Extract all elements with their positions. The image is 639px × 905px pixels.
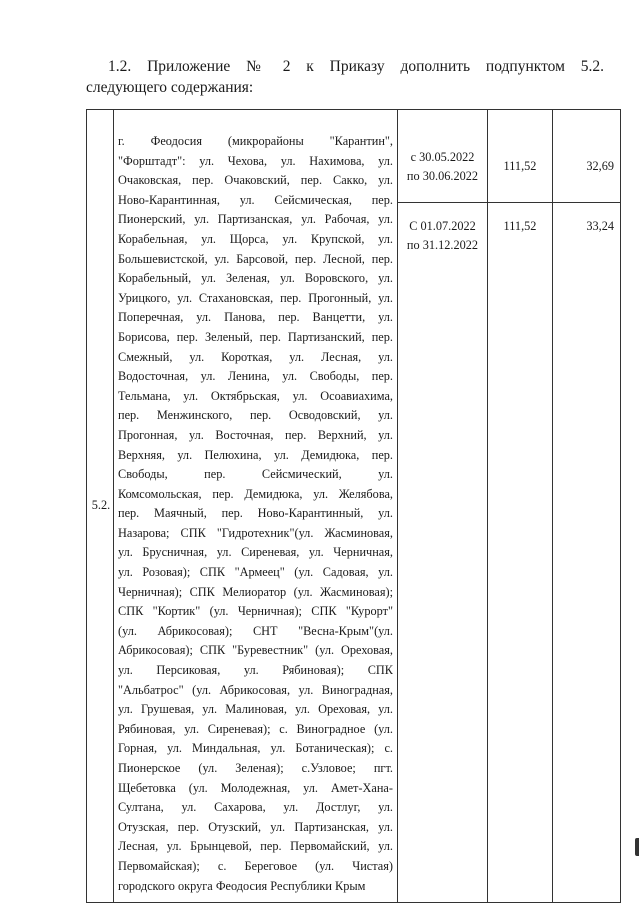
address-line: Рябиновая, ул. Сиреневая); с. Виноградное (ул. [118, 721, 393, 736]
table-row [87, 110, 621, 903]
address-line: Корабельный, ул. Зеленая, ул. Воровского, ул. [118, 271, 393, 286]
address-line: ул. Персиковая, ул. Рябиновая); СПК [118, 663, 393, 678]
tariff-1-value-1: 111,52 [503, 159, 537, 173]
address-line: ул. Грушевая, ул. Малиновая, ул. Ореховая, ул. [118, 702, 393, 717]
address-line: Отузская, пер. Отузский, ул. Партизанская, ул. [118, 819, 393, 834]
tariff-1-value-2: 111,52 [503, 219, 537, 233]
address-line: Урицкого, ул. Стахановская, пер. Прогонный, ул. [118, 290, 393, 305]
address-line: "Альбатрос" (ул. Абрикосовая, ул. Виноградная, [118, 682, 393, 697]
row-number-cell [87, 110, 114, 903]
tariff-2-value-1: 32,69 [586, 159, 614, 173]
tariff-2-period-2 [553, 203, 620, 237]
period-1-from: с 30.05.2022 [410, 150, 475, 164]
address-line: Черничная); СПК Мелиоратор (ул. Жасминовая); [118, 584, 393, 599]
intro-paragraph [86, 56, 604, 98]
tariff-1-period-1 [488, 110, 552, 202]
address-line: Свободы, пер. Сейсмический, ул. [118, 467, 393, 482]
address-line: Назарова; СПК "Гидротехник"(ул. Жасминовая, [118, 525, 393, 540]
intro-line-1: 1.2. Приложение № 2 к Приказу дополнить подпунктом 5.2. [108, 58, 604, 75]
period-cell [398, 110, 488, 903]
period-2-to: по 31.12.2022 [406, 238, 479, 252]
address-line: пер. Маячный, пер. Ново-Карантинный, ул. [118, 506, 393, 521]
address-line: Щебетовка (ул. Молодежная, ул. Амет-Хана- [118, 780, 393, 795]
tariff-2-value-2: 33,24 [586, 219, 614, 233]
address-line: Пионерское (ул. Зеленая); с.Узловое; пгт. [118, 761, 393, 775]
address-line: Абрикосовая); СПК "Буревестник" (ул. Ореховая, [118, 643, 393, 658]
row-number: 5.2. [91, 498, 111, 513]
address-cell [114, 110, 398, 903]
address-line: Лесная, ул. Брынцевой, пер. Первомайский, ул. [118, 839, 393, 854]
address-line: Горная, ул. Миндальная, ул. Ботаническая); с. [118, 741, 393, 756]
address-line: пер. Менжинского, пер. Осводовский, ул. [118, 408, 393, 423]
address-line: СПК "Кортик" (ул. Черничная); СПК "Курорт" [118, 604, 393, 619]
tariff-2-cell [553, 110, 621, 903]
tariff-2-period-1 [553, 110, 620, 202]
period-1-to: по 30.06.2022 [406, 169, 479, 183]
address-line: ул. Брусничная, ул. Сиреневая, ул. Черничная, [118, 545, 393, 560]
intro-line-2: следующего содержания: [86, 79, 254, 96]
address-line: Тельмана, ул. Октябрьская, ул. Осоавиахима, [118, 388, 393, 403]
address-line: Водосточная, ул. Ленина, ул. Свободы, пер. [118, 369, 393, 384]
address-line: Очаковская, пер. Очаковский, пер. Сакко, ул. [118, 173, 393, 188]
address-line: Пионерский, ул. Партизанская, ул. Рабочая, ул. [118, 212, 393, 227]
address-line: ул. Розовая); СПК "Армеец" (ул. Садовая, ул. [118, 565, 393, 580]
address-line: Большевистской, ул. Барсовой, пер. Лесной, пер. [118, 251, 393, 266]
address-line: Корабельная, ул. Щорса, ул. Крупской, ул. [118, 231, 393, 246]
page-edge-mark [635, 838, 639, 856]
address-line: Первомайская); с. Береговое (ул. Чистая) [118, 858, 393, 873]
address-line: "Форштадт": ул. Чехова, ул. Нахимова, ул. [118, 153, 393, 168]
address-line: (ул. Абрикосовая); СНТ "Весна-Крым"(ул. [118, 623, 393, 638]
address-line: Смежный, ул. Короткая, ул. Лесная, ул. [118, 349, 393, 364]
tariff-1-period-2 [488, 203, 552, 237]
address-line: Поперечная, ул. Панова, пер. Ванцетти, ул. [118, 310, 393, 325]
address-line: Борисова, пер. Зеленый, пер. Партизанский, пер. [118, 329, 393, 344]
address-line: Ново-Карантинная, ул. Сейсмическая, пер. [118, 192, 393, 207]
address-line: городского округа Феодосия Республики Крым [118, 878, 366, 893]
address-line: Султана, ул. Сахарова, ул. Достлуг, ул. [118, 800, 393, 815]
tariff-1-cell [488, 110, 553, 903]
period-2 [398, 203, 487, 255]
tariff-table [86, 109, 621, 903]
address-line: Прогонная, ул. Восточная, пер. Верхний, ул. [118, 427, 393, 442]
period-2-from: С 01.07.2022 [409, 219, 476, 233]
address-text [118, 132, 393, 896]
period-1 [398, 110, 487, 202]
address-line: Комсомольская, пер. Демидюка, ул. Желябова, [118, 486, 393, 501]
address-line: г. Феодосия (микрорайоны "Карантин", [118, 134, 393, 148]
address-line: Верхняя, ул. Пелюхина, ул. Демидюка, пер. [118, 447, 393, 462]
